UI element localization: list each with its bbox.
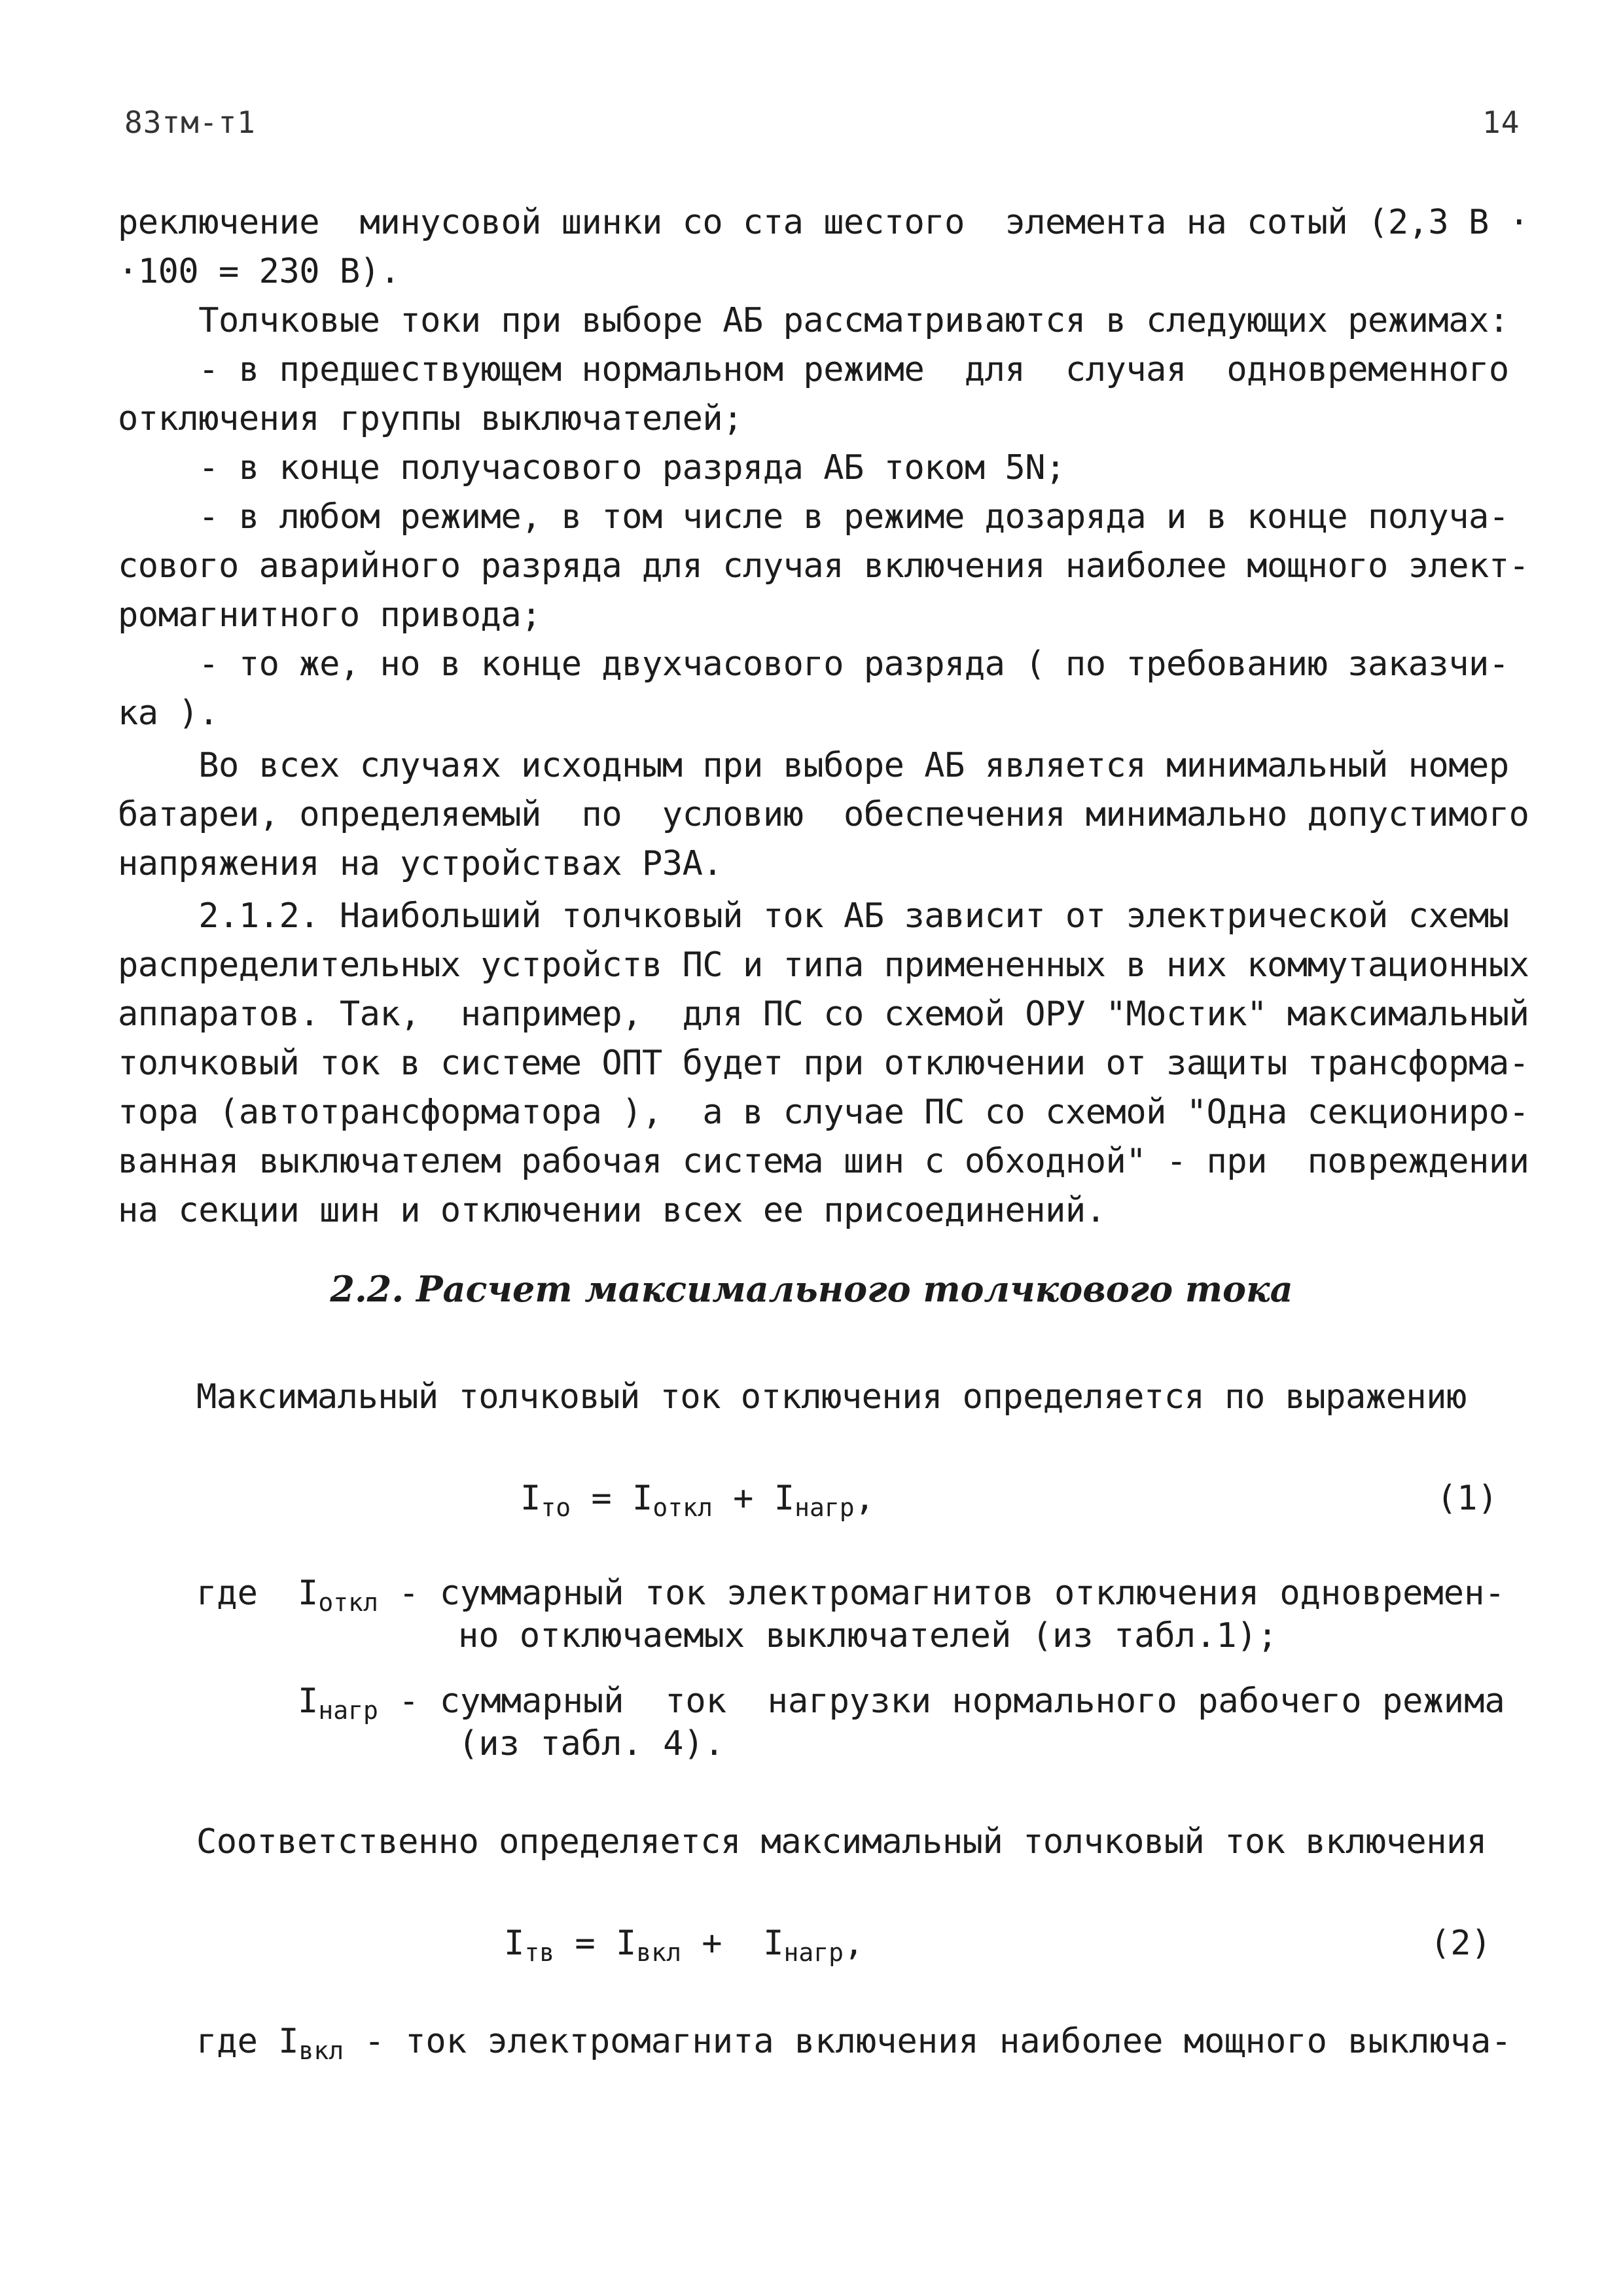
body-line: аппаратов. Так, например, для ПС со схемой ОРУ "Мостик" максимальный — [118, 995, 1529, 1034]
section-heading: 2.2. Расчет максимального толчкового тока — [330, 1268, 1293, 1310]
where1-label: где — [196, 1574, 258, 1613]
body-line: батареи, определяемый по условию обеспечения минимально допустимого — [118, 795, 1529, 834]
formula2-intro: Соответственно определяется максимальный толчковый ток включения — [196, 1822, 1487, 1862]
body-line: - в предшествующем нормальном режиме для случая одновременного — [118, 350, 1509, 389]
formula-2-number: (2) — [1430, 1924, 1491, 1963]
body-line: реключение минусовой шинки со ста шестого элемента на сотый (2,3 В · — [118, 203, 1529, 242]
body-line: ванная выключателем рабочая система шин с обходной" - при повреждении — [118, 1142, 1529, 1181]
body-line: толчковый ток в системе ОПТ будет при отключении от защиты трансформа- — [118, 1044, 1529, 1083]
document-code: 83тм-т1 — [124, 105, 256, 140]
where1-desc1-cont: но отключаемых выключателей (из табл.1); — [458, 1616, 1278, 1655]
where1-desc2-cont: (из табл. 4). — [458, 1724, 724, 1763]
body-line: 2.1.2. Наибольший толчковый ток АБ зависит от электрической схемы — [118, 896, 1509, 936]
where1-term2: $I_{нагр}$ - суммарный ток нагрузки нормального рабочего режима — [298, 1682, 1505, 1725]
body-line: - в любом режиме, в том числе в режиме дозаряда и в конце получа- — [118, 497, 1509, 537]
body-line: ромагнитного привода; — [118, 595, 541, 635]
body-line: напряжения на устройствах РЗА. — [118, 844, 723, 883]
where2-line: где $I_{вкл}$ - ток электромагнита включения наиболее мощного выключа- — [196, 2022, 1512, 2065]
body-line: - то же, но в конце двухчасового разряда ( по требованию заказчи- — [118, 645, 1509, 684]
formula-1-number: (1) — [1436, 1479, 1498, 1518]
body-line: ·100 = 230 В). — [118, 252, 401, 291]
where1-term1: $I_{откл}$ - суммарный ток электромагнитов отключения одновремен- — [298, 1574, 1505, 1617]
formula-2: $I_{тв} = I_{вкл} + I_{нагр}$, — [504, 1924, 865, 1967]
body-line: распределительных устройств ПС и типа примененных в них коммутационных — [118, 945, 1529, 985]
body-line: тора (автотрансформатора ), а в случае ПС со схемой "Одна секциониро- — [118, 1093, 1529, 1132]
body-line: Во всех случаях исходным при выборе АБ является минимальный номер — [118, 746, 1509, 785]
body-line: Толчковые токи при выборе АБ рассматриваются в следующих режимах: — [118, 301, 1509, 340]
formula1-intro: Максимальный толчковый ток отключения определяется по выражению — [196, 1377, 1467, 1417]
page-number: 14 — [1482, 105, 1520, 140]
body-line: - в конце получасового разряда АБ током 5N; — [118, 448, 1065, 487]
formula-1: $I_{то} = I_{откл} + I_{нагр}$, — [520, 1479, 875, 1522]
body-line: ка ). — [118, 694, 219, 733]
body-line: на секции шин и отключении всех ее присоединений. — [118, 1191, 1106, 1230]
body-line: отключения группы выключателей; — [118, 399, 743, 438]
body-line: сового аварийного разряда для случая включения наиболее мощного элект- — [118, 546, 1529, 586]
